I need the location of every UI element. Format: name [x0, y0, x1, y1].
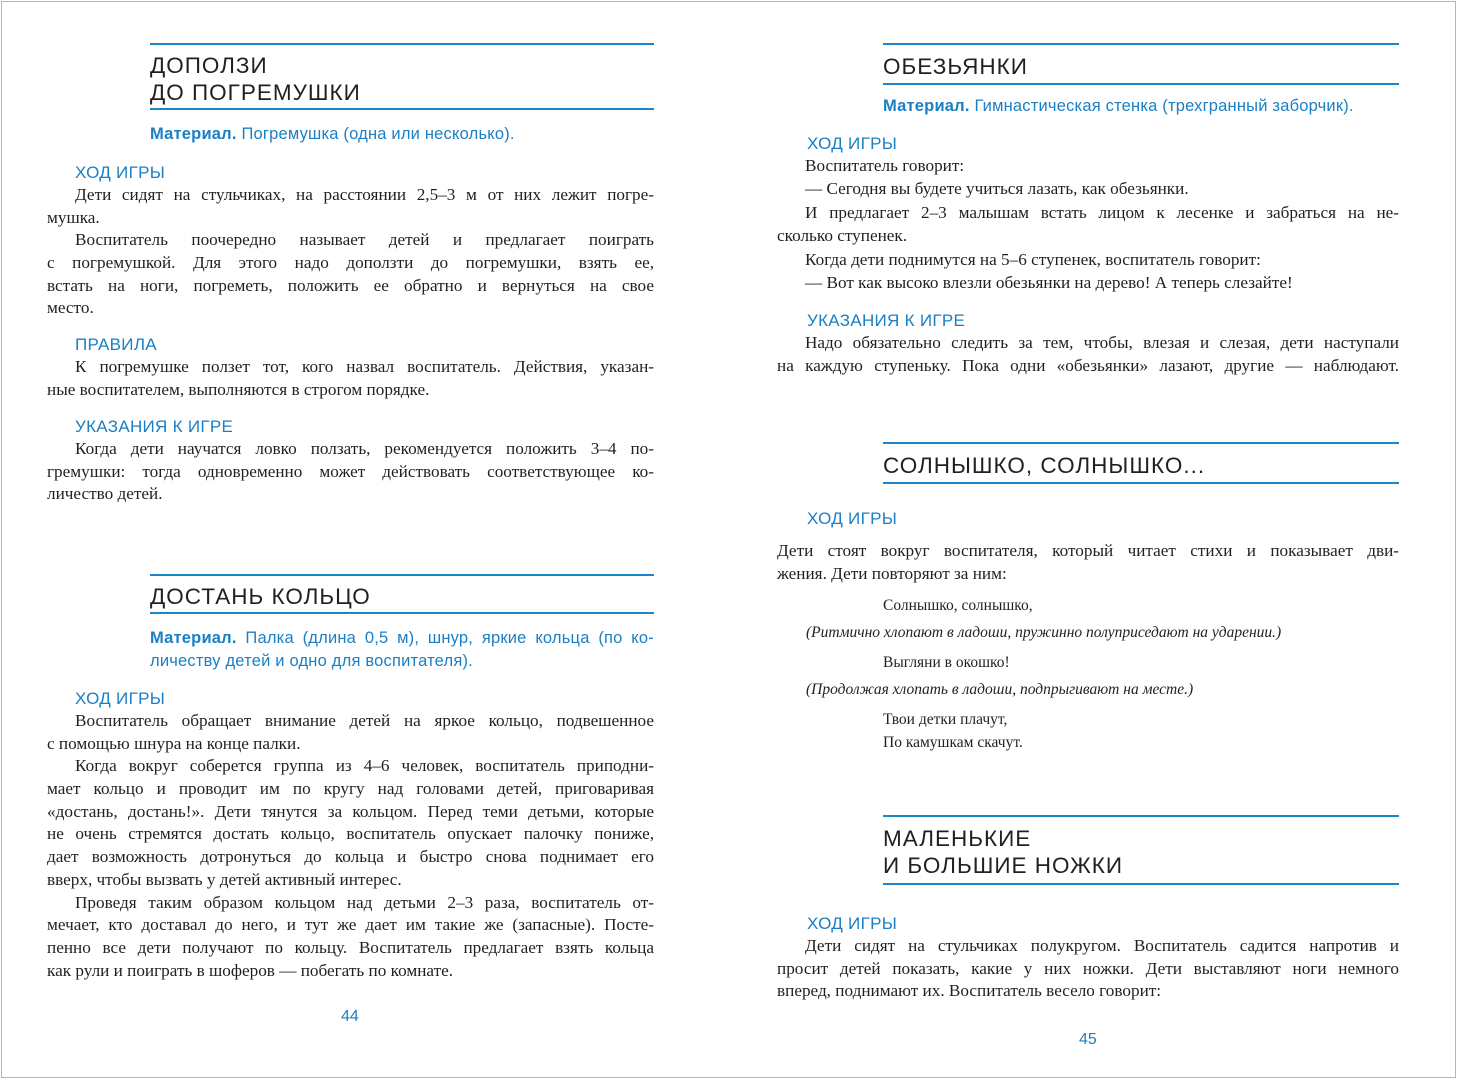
title-line: ДОСТАНЬ КОЛЬЦО — [150, 584, 371, 609]
text-line: встать на ноги, погреметь, положить ее обратно и вернуться на свое — [47, 275, 654, 295]
text-line: место. — [47, 298, 94, 318]
text-line: жения. Дети повторяют за ним: — [777, 563, 1007, 583]
heading-rule — [883, 815, 1399, 817]
material-text: личеству детей и одно для воспитателя). — [150, 652, 473, 670]
poem-line: По камушкам скачут. — [883, 733, 1023, 751]
heading-rule — [883, 883, 1399, 885]
text-line: с погремушкой. Для этого надо доползти до погремушки, взять ее, — [47, 253, 654, 273]
stage-direction: (Ритмично хлопают в ладоши, пружинно полуприседают на ударении.) — [806, 623, 1282, 641]
section-rules — [47, 334, 654, 401]
text-line: Дети стоят вокруг воспитателя, который читает стихи и показывает дви- — [777, 541, 1399, 560]
section-game-flow — [47, 688, 654, 982]
text-line: И предлагает 2–3 малышам встать лицом к лесенке и забраться на не- — [805, 202, 1399, 222]
subheading: ПРАВИЛА — [75, 335, 157, 354]
heading-rule — [150, 574, 654, 576]
page-number: 45 — [1079, 1031, 1097, 1048]
subheading: ХОД ИГРЫ — [75, 163, 166, 182]
material-label: Материал. — [150, 125, 237, 143]
text-line: Воспитатель обращает внимание детей на яркое кольцо, подвешенное — [75, 711, 654, 730]
text-line: Дети сидят на стульчиках полукругом. Воспитатель садится напротив и — [805, 936, 1399, 955]
text-line: с помощью шнура на конце палки. — [47, 733, 301, 753]
section-instructions — [47, 416, 654, 506]
stage-direction: (Продолжая хлопать в ладоши, подпрыгивают на месте.) — [806, 680, 1194, 698]
material-line — [150, 627, 654, 673]
text-line: — Сегодня вы будете учиться лазать, как обезьянки. — [805, 179, 1189, 199]
game-title — [150, 52, 361, 106]
text-line: сколько ступенек. — [777, 226, 908, 246]
text-line: гремушки: тогда одновременно может действовать соответствующее ко- — [47, 461, 654, 481]
text-line: на каждую ступеньку. Пока одни «обезьянки» лазают, другие — наблюдают. — [777, 355, 1399, 375]
material-text: Погремушка (одна или несколько). — [241, 125, 515, 143]
title-line: МАЛЕНЬКИЕ — [883, 826, 1032, 851]
text-line: Когда дети научатся ловко ползать, рекомендуется положить 3–4 по- — [75, 439, 654, 458]
title-line: СОЛНЫШКО, СОЛНЫШКО... — [883, 453, 1206, 478]
text-line: не очень стремятся достать кольцо, воспитатель опускает палочку пониже, — [47, 824, 654, 844]
section-game-flow — [47, 162, 654, 320]
material-line — [150, 123, 515, 146]
material-text: Гимнастическая стенка (трехгранный заборчик). — [974, 97, 1354, 115]
text-line: мает кольцо и проводит им по кругу над головами детей, приговаривая — [47, 779, 654, 799]
text-line: «достань, достань!». Дети тянутся за кольцом. Перед теми детьми, которые — [47, 801, 654, 821]
title-line: ДО ПОГРЕМУШКИ — [150, 80, 361, 105]
heading-rule — [883, 83, 1399, 85]
text-line: просит детей показать, какие у них ножки. Дети выставляют ноги немного — [777, 958, 1399, 978]
subheading: ХОД ИГРЫ — [807, 914, 898, 933]
material-label: Материал. — [883, 97, 970, 115]
subheading: ХОД ИГРЫ — [807, 134, 898, 153]
heading-rule — [150, 612, 654, 614]
text-line: Проведя таким образом кольцом над детьми 2–3 раза, воспитатель от- — [75, 892, 654, 912]
heading-rule — [883, 482, 1399, 484]
section-game-flow — [777, 913, 1399, 1003]
text-line: вперед, поднимают их. Воспитатель весело говорит: — [777, 981, 1162, 1001]
subheading: УКАЗАНИЯ К ИГРЕ — [807, 311, 966, 330]
poem — [777, 595, 1399, 754]
text-line: Воспитатель поочередно называет детей и предлагает поиграть — [75, 230, 654, 250]
section-instructions — [777, 310, 1399, 377]
text-line: дает возможность дотронуться до кольца и быстро снова поднимает его — [47, 847, 654, 867]
text-line: К погремушке ползет тот, кого назвал воспитатель. Действия, указан- — [75, 357, 654, 376]
text-line: Когда дети поднимутся на 5–6 ступенек, воспитатель говорит: — [805, 249, 1261, 269]
text-line: Воспитатель говорит: — [805, 156, 965, 175]
section-game-flow — [777, 508, 1399, 585]
text-line: мечает, кто доставал до него, и тут же дает им такие же (запасные). Посте- — [47, 915, 654, 935]
title-line: И БОЛЬШИЕ НОЖКИ — [883, 853, 1124, 878]
heading-rule — [150, 108, 654, 110]
section-game-flow — [777, 133, 1399, 295]
poem-line: Твои детки плачут, — [883, 711, 1008, 728]
heading-rule — [883, 442, 1399, 444]
game-title — [883, 53, 1028, 80]
text-line: ные воспитателем, выполняются в строгом порядке. — [47, 379, 430, 399]
material-line — [883, 95, 1354, 118]
subheading: ХОД ИГРЫ — [75, 689, 166, 708]
heading-rule — [150, 43, 654, 45]
text-line: Надо обязательно следить за тем, чтобы, влезая и слезая, дети наступали — [805, 333, 1399, 352]
text-line: пенно все дети получают по кольцу. Воспитатель предлагает взять кольца — [47, 937, 654, 957]
text-line: как рули и поиграть в шоферов — побегать по комнате. — [47, 960, 454, 980]
game-title — [883, 825, 1123, 879]
poem-line: Выгляни в окошко! — [883, 654, 1010, 671]
heading-rule — [883, 43, 1399, 45]
material-text: Палка (длина 0,5 м), шнур, яркие кольца (по ко- — [245, 629, 654, 647]
text-line: Дети сидят на стульчиках, на расстоянии 2,5–3 м от них лежит погре- — [75, 185, 654, 204]
text-line: Когда вокруг соберется группа из 4–6 человек, воспитатель приподни- — [75, 756, 654, 776]
text-line: вверх, чтобы вызвать у детей активный интерес. — [47, 869, 402, 889]
title-line: ДОПОЛЗИ — [150, 53, 268, 78]
subheading: УКАЗАНИЯ К ИГРЕ — [75, 417, 234, 436]
game-title — [883, 452, 1205, 479]
game-title — [150, 583, 371, 610]
text-line: — Вот как высоко влезли обезьянки на дерево! А теперь слезайте! — [805, 272, 1293, 292]
subheading: ХОД ИГРЫ — [807, 509, 898, 528]
poem-line: Солнышко, солнышко, — [883, 597, 1033, 614]
page-number: 44 — [341, 1008, 359, 1025]
title-line: ОБЕЗЬЯНКИ — [883, 54, 1028, 79]
material-label: Материал. — [150, 629, 237, 647]
text-line: мушка. — [47, 207, 100, 227]
text-line: личество детей. — [47, 484, 163, 504]
